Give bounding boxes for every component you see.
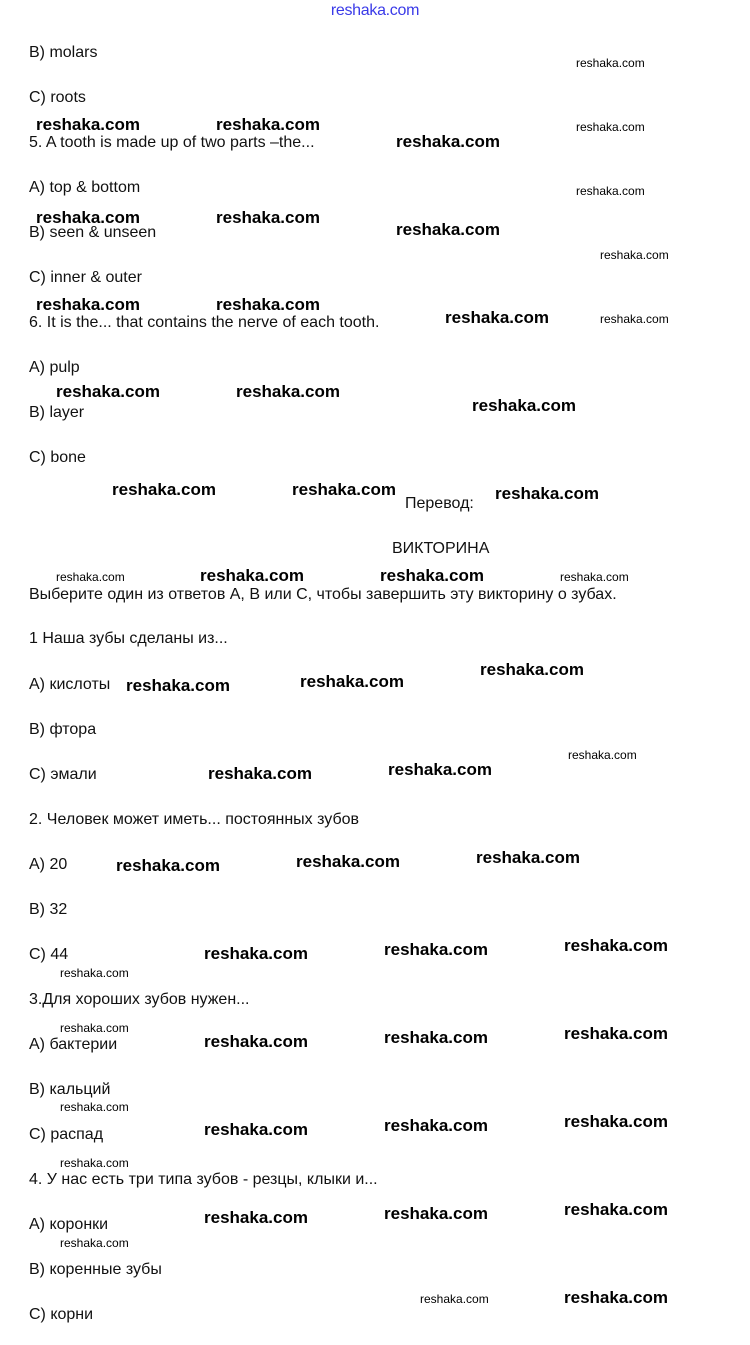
document-line: С) корни	[29, 1306, 94, 1323]
document-line: 5. A tooth is made up of two parts –the...	[29, 134, 315, 151]
watermark: reshaka.com	[56, 382, 160, 401]
document-line: A) top & bottom	[29, 179, 141, 196]
watermark: reshaka.com	[576, 56, 645, 70]
document-line: В) фтора	[29, 721, 97, 738]
watermark: reshaka.com	[36, 115, 140, 134]
watermark: reshaka.com	[384, 1116, 488, 1135]
watermark: reshaka.com	[576, 184, 645, 198]
watermark: reshaka.com	[204, 944, 308, 963]
watermark: reshaka.com	[445, 308, 549, 327]
watermark: reshaka.com	[564, 1200, 668, 1219]
document-line: С) 44	[29, 946, 69, 963]
document-line: 1 Наша зубы сделаны из...	[29, 630, 228, 647]
watermark: reshaka.com	[564, 1024, 668, 1043]
watermark: reshaka.com	[396, 132, 500, 151]
watermark: reshaka.com	[380, 566, 484, 585]
watermark: reshaka.com	[216, 295, 320, 314]
document-line: А) кислоты	[29, 676, 111, 693]
watermark: reshaka.com	[564, 936, 668, 955]
watermark: reshaka.com	[576, 120, 645, 134]
document-line: С) эмали	[29, 766, 97, 783]
document-line: А) бактерии	[29, 1036, 118, 1053]
watermark: reshaka.com	[384, 1028, 488, 1047]
watermark: reshaka.com	[204, 1032, 308, 1051]
watermark: reshaka.com	[292, 480, 396, 499]
document-line: 4. У нас есть три типа зубов - резцы, клыки и...	[29, 1171, 378, 1188]
watermark: reshaka.com	[126, 676, 230, 695]
watermark: reshaka.com	[564, 1112, 668, 1131]
watermark: reshaka.com	[480, 660, 584, 679]
watermark: reshaka.com	[600, 248, 669, 262]
watermark: reshaka.com	[564, 1288, 668, 1307]
watermark: reshaka.com	[236, 382, 340, 401]
watermark: reshaka.com	[396, 220, 500, 239]
watermark: reshaka.com	[420, 1292, 489, 1306]
document-line: С) распад	[29, 1126, 104, 1143]
document-line: C) inner & outer	[29, 269, 142, 286]
watermark: reshaka.com	[560, 570, 629, 584]
watermark: reshaka.com	[300, 672, 404, 691]
watermark: reshaka.com	[216, 208, 320, 227]
document-line: А) коронки	[29, 1216, 109, 1233]
watermark: reshaka.com	[216, 115, 320, 134]
watermark: reshaka.com	[36, 208, 140, 227]
document-line: 6. It is the... that contains the nerve of each tooth.	[29, 314, 380, 331]
document-line: 2. Человек может иметь... постоянных зубов	[29, 811, 359, 828]
watermark: reshaka.com	[472, 396, 576, 415]
document-line: А) 20	[29, 856, 68, 873]
watermark: reshaka.com	[388, 760, 492, 779]
watermark: reshaka.com	[56, 570, 125, 584]
watermark: reshaka.com	[384, 940, 488, 959]
document-line: 3.Для хороших зубов нужен...	[29, 991, 250, 1008]
document-line: B) layer	[29, 404, 85, 421]
document-line: A) pulp	[29, 359, 80, 376]
site-link[interactable]: reshaka.com	[330, 2, 420, 19]
document-line: В) 32	[29, 901, 68, 918]
watermark: reshaka.com	[495, 484, 599, 503]
watermark: reshaka.com	[60, 1156, 129, 1170]
document-line: C) bone	[29, 449, 86, 466]
document-line: Выберите один из ответов А, В или С, чтобы завершить эту викторину о зубах.	[29, 586, 617, 603]
document-line: В) коренные зубы	[29, 1261, 162, 1278]
watermark: reshaka.com	[204, 1120, 308, 1139]
watermark: reshaka.com	[208, 764, 312, 783]
watermark: reshaka.com	[296, 852, 400, 871]
document-line: B) molars	[29, 44, 98, 61]
quiz-title: ВИКТОРИНА	[392, 540, 490, 557]
translation-label: Перевод:	[405, 495, 474, 512]
watermark: reshaka.com	[60, 1100, 129, 1114]
watermark: reshaka.com	[384, 1204, 488, 1223]
watermark: reshaka.com	[112, 480, 216, 499]
watermark: reshaka.com	[476, 848, 580, 867]
watermark: reshaka.com	[60, 1236, 129, 1250]
watermark: reshaka.com	[60, 966, 129, 980]
watermark: reshaka.com	[568, 748, 637, 762]
watermark: reshaka.com	[116, 856, 220, 875]
watermark: reshaka.com	[36, 295, 140, 314]
document-line: B) seen & unseen	[29, 224, 157, 241]
document-line: В) кальций	[29, 1081, 111, 1098]
document-line: C) roots	[29, 89, 86, 106]
watermark: reshaka.com	[200, 566, 304, 585]
watermark: reshaka.com	[204, 1208, 308, 1227]
watermark: reshaka.com	[600, 312, 669, 326]
watermark: reshaka.com	[60, 1021, 129, 1035]
